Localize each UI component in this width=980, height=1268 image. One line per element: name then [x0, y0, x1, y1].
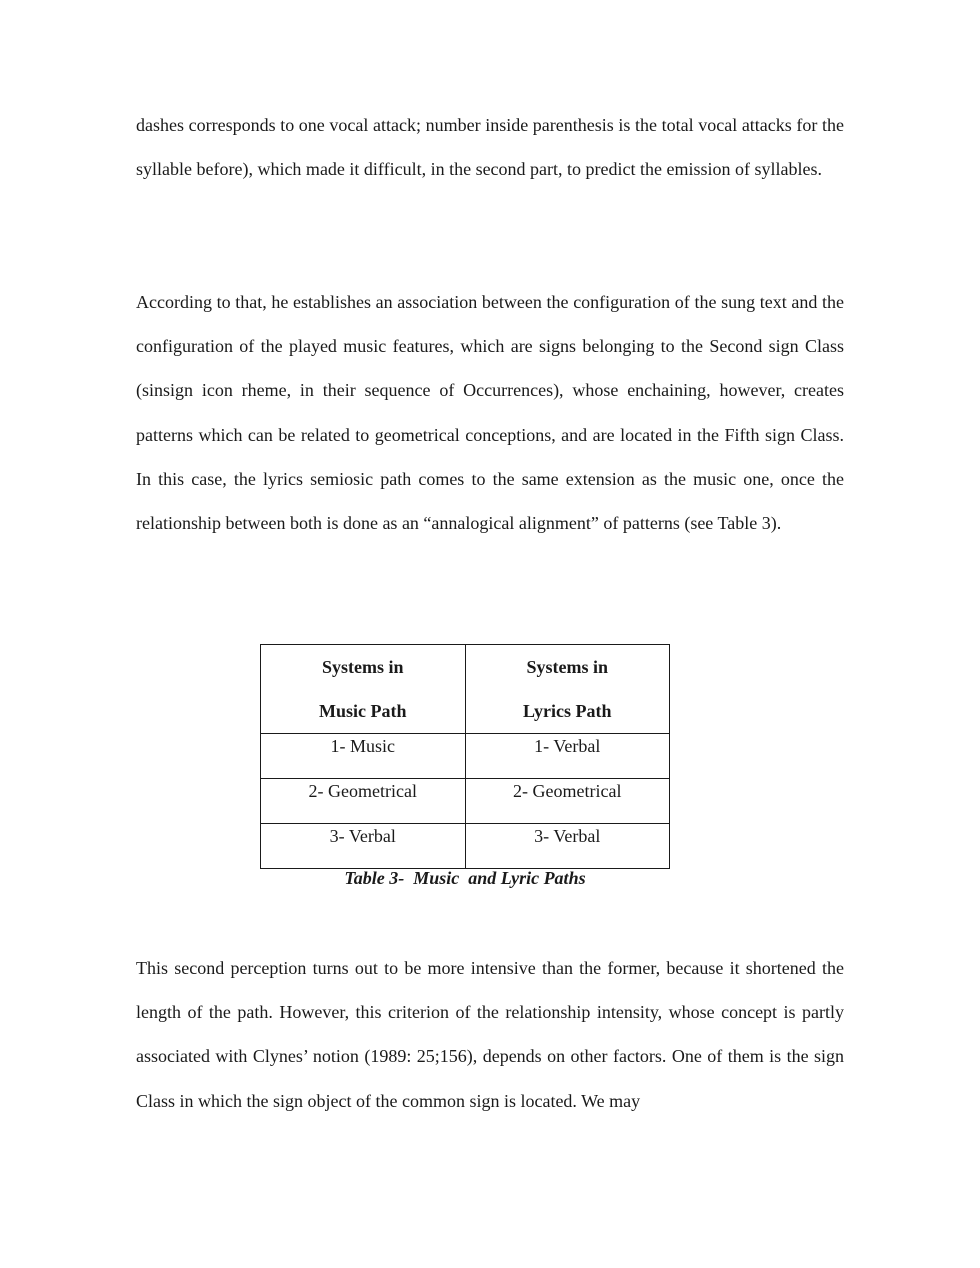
table-header-row [261, 645, 670, 734]
table-cell: 2- Geometrical [465, 779, 670, 824]
table-cell: 3- Verbal [465, 824, 670, 869]
header-lyrics-line2: Lyrics Path [523, 701, 612, 721]
table-row [261, 779, 670, 824]
table-cell: 2- Geometrical [261, 779, 466, 824]
paragraph-association: According to that, he establishes an association between the configuration of the sung text and the configuration of the played music features, which are signs belonging to the Second sign Class (sinsign icon rheme, in their sequence of Occurrences), whose enchaining, however, creates patterns which can be related to geometrical conceptions, and are located in the Fifth sign Class. In this case, the lyrics semiosic path comes to the same extension as the music one, once the relationship between both is done as an “annalogical alignment” of patterns (see Table 3). [136, 292, 844, 534]
paths-table [260, 644, 670, 869]
table-cell: 1- Music [261, 734, 466, 779]
paragraph-second-perception: This second perception turns out to be more intensive than the former, because it shortened the length of the path. However, this criterion of the relationship intensity, whose concept is partly associated with Clynes’ notion (1989: 25;156), depends on other factors. One of them is the sign Class in which the sign object of the common sign is located. We may [136, 958, 844, 1111]
paragraph-vocal-attacks: dashes corresponds to one vocal attack; number inside parenthesis is the total vocal attacks for the syllable before), which made it difficult, in the second part, to predict the emission of syllables. [136, 115, 844, 180]
header-lyrics-path [465, 645, 670, 734]
header-music-path [261, 645, 466, 734]
header-music-line2: Music Path [319, 701, 407, 721]
table-row [261, 824, 670, 869]
table-caption: Table 3- Music and Lyric Paths [344, 868, 586, 888]
table-row [261, 734, 670, 779]
table-cell: 1- Verbal [465, 734, 670, 779]
table-cell: 3- Verbal [261, 824, 466, 869]
header-music-line1: Systems in [321, 657, 404, 677]
header-lyrics-line1: Systems in [526, 657, 608, 677]
